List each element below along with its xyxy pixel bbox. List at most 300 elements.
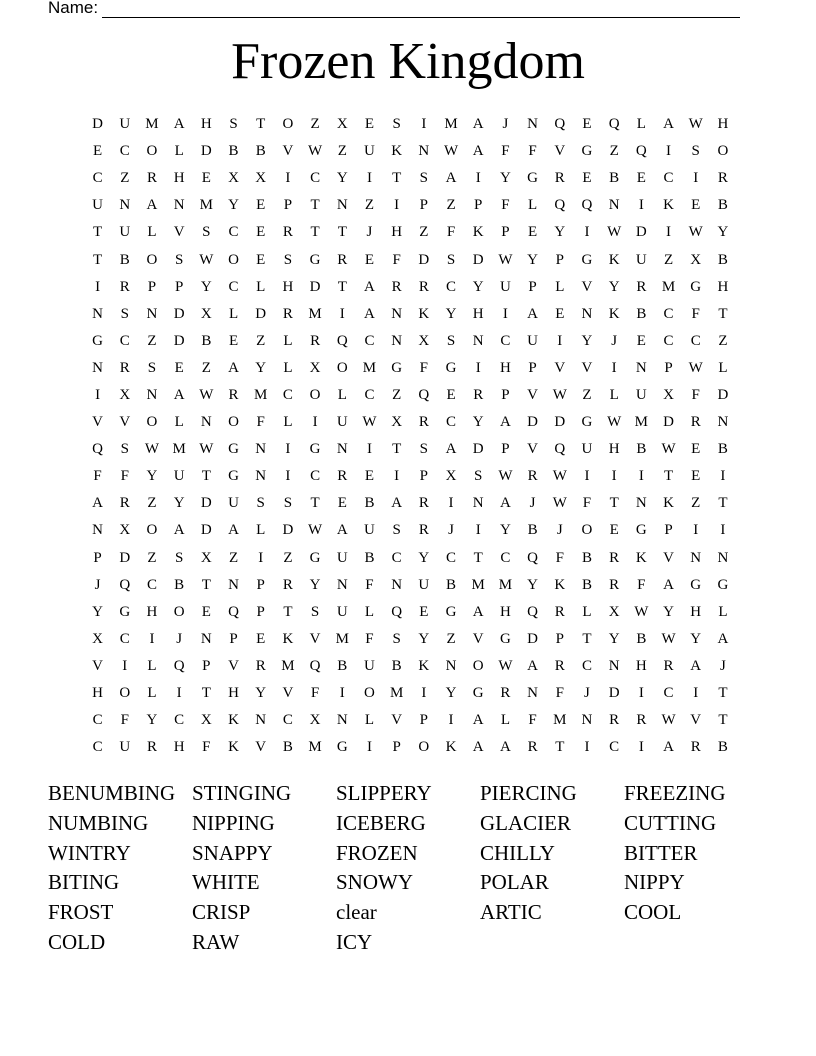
grid-letter: W (199, 251, 214, 268)
grid-letter: N (581, 712, 593, 729)
grid-letter: G (309, 251, 321, 268)
grid-letter: B (337, 657, 348, 674)
grid-letter: O (228, 414, 239, 431)
grid-letter: D (472, 251, 484, 268)
grid-letter: F (365, 630, 374, 647)
grid-letter: I (285, 170, 291, 187)
grid-letter: Z (364, 197, 375, 214)
grid-letter: Y (499, 170, 511, 187)
grid-letter: L (256, 522, 266, 539)
grid-letter: Y (608, 630, 620, 647)
grid-letter: O (581, 522, 593, 539)
grid-letter: G (581, 143, 593, 160)
grid-letter: I (693, 170, 699, 187)
grid-letter: C (663, 332, 674, 349)
grid-letter: T (201, 685, 211, 702)
grid-letter: L (718, 603, 728, 620)
grid-letter: H (228, 685, 239, 702)
grid-letter: X (255, 170, 267, 187)
grid-letter: J (529, 495, 536, 512)
grid-letter: L (283, 332, 293, 349)
grid-letter: H (717, 278, 729, 295)
grid-letter: T (392, 170, 402, 187)
grid-letter: N (336, 576, 348, 593)
grid-letter: N (228, 576, 239, 593)
grid-letter: N (418, 143, 430, 160)
grid-letter: T (256, 116, 266, 133)
grid-letter: I (258, 549, 264, 566)
grid-letter: C (446, 414, 457, 431)
grid-letter: R (663, 657, 674, 674)
grid-letter: A (228, 522, 239, 539)
grid-letter: G (527, 170, 539, 187)
grid-letter: C (391, 549, 402, 566)
grid-letter: V (255, 739, 267, 756)
grid-letter: S (120, 305, 129, 322)
grid-letter: I (611, 359, 617, 376)
word-list-item: SLIPPERY (336, 781, 432, 805)
grid-letter: V (663, 549, 674, 566)
grid-letter: J (448, 522, 454, 539)
grid-letter: T (310, 197, 320, 214)
grid-letter: I (176, 685, 182, 702)
grid-letter: N (119, 197, 131, 214)
grid-letter: I (638, 197, 644, 214)
grid-letter: S (392, 522, 401, 539)
grid-letter: B (446, 576, 457, 593)
grid-letter: P (664, 522, 673, 539)
word-list-item: COLD (48, 929, 106, 954)
grid-letter: N (200, 630, 212, 647)
grid-letter: N (608, 197, 620, 214)
grid-letter: P (555, 630, 564, 647)
name-label: Name: (48, 0, 99, 17)
grid-letter: X (119, 522, 131, 539)
grid-letter: Y (581, 332, 593, 349)
grid-letter: F (120, 468, 129, 485)
grid-letter: A (391, 495, 403, 512)
word-list-item: NIPPY (624, 870, 685, 895)
grid-letter: T (718, 305, 728, 322)
grid-letter: Z (120, 170, 130, 187)
grid-letter: Z (147, 332, 157, 349)
grid-letter: S (229, 116, 238, 133)
grid-letter: T (93, 224, 103, 241)
grid-letter: V (282, 685, 294, 702)
grid-letter: F (202, 739, 211, 756)
grid-letter: T (392, 441, 402, 458)
grid-letter: O (282, 116, 294, 133)
grid-letter: A (527, 305, 539, 322)
grid-letter: E (364, 468, 375, 485)
grid-letter: B (717, 251, 728, 268)
grid-letter: I (638, 468, 644, 485)
grid-letter: O (228, 251, 239, 268)
word-list-item: WHITE (192, 870, 260, 895)
grid-letter: A (472, 712, 484, 729)
grid-letter: F (555, 549, 564, 566)
grid-letter: N (336, 441, 348, 458)
grid-letter: O (119, 685, 131, 702)
grid-letter: H (499, 359, 511, 376)
grid-letter: W (199, 441, 214, 458)
grid-letter: V (309, 630, 321, 647)
grid-letter: N (472, 495, 484, 512)
word-list-item: SNOWY (336, 870, 413, 895)
grid-letter: X (418, 332, 430, 349)
grid-letter: R (418, 414, 429, 431)
grid-letter: I (557, 332, 563, 349)
grid-letter: G (690, 576, 702, 593)
grid-letter: M (389, 685, 404, 702)
grid-letter: H (635, 657, 647, 674)
grid-letter: P (147, 278, 157, 295)
grid-letter: T (555, 739, 565, 756)
word-list-item: COOL (624, 900, 682, 925)
grid-letter: P (392, 739, 401, 756)
grid-letter: F (310, 685, 320, 702)
grid-letter: Y (173, 495, 185, 512)
grid-letter: B (364, 549, 375, 566)
grid-letter: Y (499, 522, 511, 539)
grid-letter: D (472, 441, 484, 458)
grid-letter: N (472, 332, 484, 349)
grid-letter: U (418, 576, 430, 593)
grid-letter: Y (554, 224, 566, 241)
grid-letter: G (635, 522, 647, 539)
grid-letter: H (282, 278, 294, 295)
grid-letter: I (720, 468, 726, 485)
grid-letter: D (635, 224, 647, 241)
grid-letter: S (392, 630, 401, 647)
grid-letter: O (146, 251, 158, 268)
grid-letter: W (308, 143, 323, 160)
grid-letter: K (445, 739, 457, 756)
grid-letter: D (418, 251, 430, 268)
grid-letter: R (554, 170, 565, 187)
grid-letter: I (448, 495, 454, 512)
grid-letter: L (364, 712, 375, 729)
grid-letter: U (336, 549, 348, 566)
grid-letter: R (500, 685, 511, 702)
grid-letter: X (690, 251, 702, 268)
grid-letter: R (690, 414, 701, 431)
letter-grid (84, 111, 737, 761)
grid-letter: I (475, 359, 481, 376)
grid-letter: E (582, 170, 592, 187)
grid-letter: P (256, 603, 265, 620)
grid-letter: Y (228, 197, 239, 214)
grid-letter: G (499, 630, 511, 647)
grid-letter: M (308, 739, 322, 756)
grid-letter: M (661, 278, 676, 295)
grid-letter: X (200, 305, 212, 322)
grid-letter: E (419, 603, 429, 620)
grid-letter: Y (336, 170, 348, 187)
grid-letter: Z (582, 386, 592, 403)
grid-letter: R (690, 739, 701, 756)
grid-letter: I (475, 522, 481, 539)
grid-letter: R (554, 603, 565, 620)
grid-letter: N (690, 549, 702, 566)
grid-letter: R (337, 468, 348, 485)
grid-letter: K (282, 630, 294, 647)
grid-letter: I (366, 441, 372, 458)
grid-letter: G (119, 603, 131, 620)
grid-letter: L (174, 143, 184, 160)
grid-letter: A (472, 739, 484, 756)
grid-letter: E (364, 116, 375, 133)
grid-letter: O (173, 603, 185, 620)
grid-letter: B (391, 657, 402, 674)
grid-letter: U (119, 739, 131, 756)
grid-letter: Y (200, 278, 212, 295)
grid-letter: R (119, 359, 130, 376)
grid-letter: T (283, 603, 293, 620)
word-list-item: ICEBERG (336, 810, 426, 835)
grid-letter: X (391, 414, 403, 431)
grid-letter: E (555, 305, 565, 322)
grid-letter: D (527, 630, 539, 647)
grid-letter: K (391, 143, 403, 160)
word-list-item: FREEZING (624, 781, 726, 805)
grid-letter: B (228, 143, 239, 160)
puzzle-title: Frozen Kingdom (231, 33, 585, 90)
grid-letter: V (92, 414, 104, 431)
grid-letter: X (608, 603, 620, 620)
grid-letter: R (636, 278, 647, 295)
grid-letter: Q (527, 549, 539, 566)
grid-letter: U (173, 468, 185, 485)
grid-letter: U (635, 251, 647, 268)
grid-letter: H (391, 224, 403, 241)
grid-letter: L (228, 305, 239, 322)
grid-letter: A (717, 630, 729, 647)
grid-letter: V (527, 386, 539, 403)
grid-letter: G (445, 603, 457, 620)
grid-letter: P (501, 224, 510, 241)
grid-letter: J (176, 630, 183, 647)
grid-letter: R (146, 170, 157, 187)
grid-letter: F (528, 712, 537, 729)
grid-letter: I (584, 224, 590, 241)
grid-letter: E (174, 359, 184, 376)
grid-letter: H (173, 739, 185, 756)
grid-letter: K (663, 495, 674, 512)
grid-letter: C (310, 170, 321, 187)
grid-letter: N (527, 116, 539, 133)
grid-letter: C (282, 712, 293, 729)
grid-letter: O (472, 657, 484, 674)
grid-letter: V (228, 657, 239, 674)
grid-letter: C (228, 278, 239, 295)
grid-letter: S (147, 359, 157, 376)
grid-letter: K (608, 251, 620, 268)
word-list-item: GLACIER (480, 810, 571, 835)
grid-letter: J (584, 685, 590, 702)
grid-letter: G (309, 549, 321, 566)
grid-letter: T (718, 495, 728, 512)
grid-letter: C (581, 657, 592, 674)
grid-letter: P (174, 278, 184, 295)
grid-letter: Q (391, 603, 403, 620)
grid-letter: F (120, 712, 129, 729)
grid-letter: M (254, 386, 268, 403)
grid-letter: U (581, 441, 593, 458)
grid-letter: M (634, 414, 649, 431)
grid-letter: C (446, 278, 457, 295)
grid-letter: A (146, 197, 158, 214)
grid-letter: Y (527, 576, 539, 593)
grid-letter: B (282, 739, 293, 756)
grid-letter: I (475, 170, 481, 187)
word-list-item: RAW (192, 929, 240, 954)
grid-letter: T (582, 630, 592, 647)
grid-letter: V (119, 414, 131, 431)
grid-letter: R (418, 278, 429, 295)
grid-letter: U (364, 522, 375, 539)
grid-letter: Z (419, 224, 429, 241)
grid-letter: Z (446, 630, 456, 647)
grid-letter: L (718, 359, 728, 376)
grid-letter: U (228, 495, 239, 512)
grid-letter: R (119, 495, 130, 512)
grid-letter: E (609, 522, 619, 539)
grid-letter: Z (718, 332, 728, 349)
grid-letter: I (502, 305, 508, 322)
grid-letter: E (201, 170, 211, 187)
grid-letter: Z (446, 197, 456, 214)
word-list-item: CRISP (192, 900, 251, 925)
grid-letter: E (691, 441, 701, 458)
grid-letter: D (717, 386, 729, 403)
grid-letter: Q (228, 603, 239, 620)
grid-letter: B (174, 576, 185, 593)
grid-letter: G (391, 359, 403, 376)
grid-letter: G (717, 576, 729, 593)
grid-letter: I (285, 441, 291, 458)
grid-letter: C (364, 332, 375, 349)
grid-letter: C (663, 305, 674, 322)
grid-letter: P (664, 359, 673, 376)
grid-letter: Y (527, 251, 539, 268)
grid-letter: N (635, 359, 647, 376)
grid-letter: A (336, 522, 348, 539)
grid-letter: Q (309, 657, 321, 674)
grid-letter: Q (635, 143, 647, 160)
grid-letter: M (471, 576, 485, 593)
grid-letter: W (661, 712, 676, 729)
grid-letter: F (691, 305, 700, 322)
grid-letter: I (611, 468, 617, 485)
grid-letter: B (717, 739, 728, 756)
grid-letter: P (501, 386, 510, 403)
grid-letter: V (527, 441, 539, 458)
grid-letter: B (636, 305, 647, 322)
grid-letter: B (636, 630, 647, 647)
word-list-item: STINGING (192, 781, 292, 805)
grid-letter: M (172, 441, 186, 458)
name-underline[interactable] (102, 0, 740, 18)
grid-letter: R (282, 576, 293, 593)
grid-letter: R (228, 386, 239, 403)
grid-letter: T (337, 224, 347, 241)
grid-letter: T (201, 468, 211, 485)
grid-letter: I (366, 739, 372, 756)
grid-letter: W (607, 414, 622, 431)
grid-letter: T (663, 468, 674, 485)
grid-letter: Q (119, 576, 131, 593)
word-list-item: BITING (48, 870, 120, 895)
grid-letter: U (635, 386, 647, 403)
grid-letter: G (92, 332, 104, 349)
grid-letter: U (499, 278, 511, 295)
grid-letter: R (554, 657, 565, 674)
word-list-item: BENUMBING (48, 781, 176, 805)
grid-letter: P (419, 712, 429, 729)
grid-letter: T (718, 712, 728, 729)
grid-letter: C (446, 549, 457, 566)
grid-letter: L (636, 116, 646, 133)
grid-letter: A (92, 495, 104, 512)
grid-letter: D (608, 685, 620, 702)
grid-letter: P (419, 197, 429, 214)
grid-letter: Z (310, 116, 320, 133)
grid-letter: P (229, 630, 238, 647)
grid-letter: I (638, 739, 644, 756)
grid-letter: X (119, 386, 131, 403)
grid-letter: P (202, 657, 211, 674)
grid-letter: F (582, 495, 592, 512)
grid-letter: A (499, 739, 511, 756)
grid-letter: F (256, 414, 265, 431)
grid-letter: E (446, 386, 456, 403)
grid-letter: E (256, 251, 266, 268)
word-list-item: CHILLY (480, 840, 555, 865)
name-field[interactable] (48, 0, 740, 18)
grid-letter: R (119, 278, 130, 295)
grid-letter: D (200, 522, 212, 539)
grid-letter: Y (472, 278, 484, 295)
word-list-item: PIERCING (480, 781, 577, 805)
grid-letter: F (501, 143, 510, 160)
grid-letter: I (421, 116, 427, 133)
grid-letter: S (120, 441, 129, 458)
grid-letter: L (500, 712, 510, 729)
grid-letter: Q (554, 441, 566, 458)
grid-letter: I (448, 712, 454, 729)
grid-letter: C (174, 712, 185, 729)
grid-letter: A (445, 170, 457, 187)
grid-letter: G (336, 739, 348, 756)
grid-letter: P (256, 576, 265, 593)
grid-letter: B (364, 495, 375, 512)
grid-letter: E (636, 170, 646, 187)
grid-letter: N (200, 414, 212, 431)
grid-letter: S (283, 495, 293, 512)
grid-letter: N (336, 197, 348, 214)
word-list-item: NUMBING (48, 810, 149, 835)
grid-letter: S (419, 170, 429, 187)
grid-letter: I (720, 522, 726, 539)
grid-letter: Y (418, 549, 430, 566)
grid-letter: N (255, 441, 267, 458)
grid-letter: T (718, 685, 728, 702)
grid-letter: I (638, 685, 644, 702)
grid-letter: A (364, 305, 375, 322)
grid-letter: C (92, 712, 103, 729)
grid-letter: N (336, 712, 348, 729)
